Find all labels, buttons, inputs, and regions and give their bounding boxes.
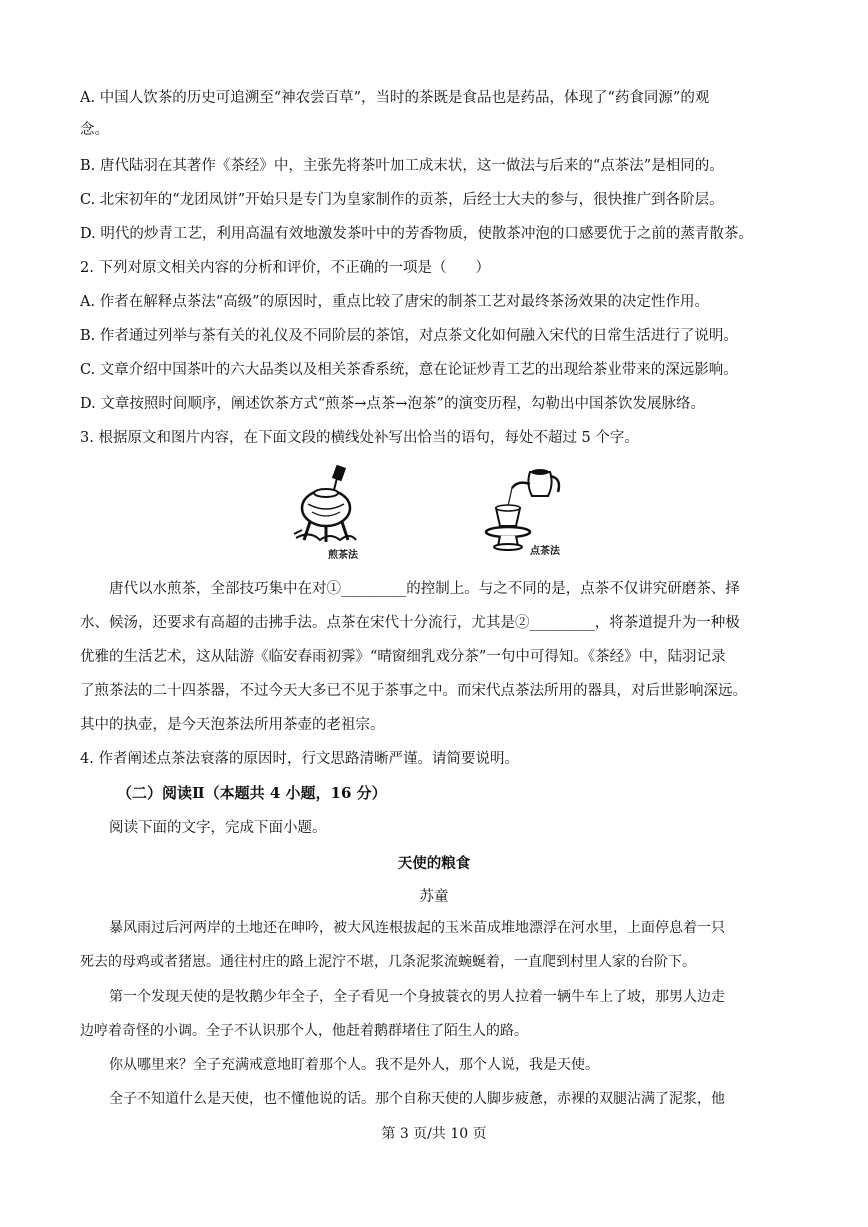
q3-passage-line2: 水、候汤，还要求有高超的击拂手法。点茶在宋代十分流行，尤其是②_________，将茶道提升为一种极 (80, 615, 740, 631)
jian-cha-illustration (290, 460, 390, 560)
dian-cha-illustration (478, 462, 588, 562)
page-footer: 第 3 页/共 10 页 (381, 1126, 487, 1142)
q3-passage-line4: 了煎茶法的二十四茶器，不过今天大多已不见于茶事之中。而宋代点茶法所用的器具，对后世影响深远。 (80, 683, 747, 699)
q1-option-c: C. 北宋初年的“龙团凤饼”开始只是专门为皇家制作的贡茶，后经士大夫的参与，很快推广到各阶层。 (80, 192, 724, 208)
q2-option-a: A. 作者在解释点茶法“高级”的原因时，重点比较了唐宋的制茶工艺对最终茶汤效果的决定性作用。 (80, 294, 710, 310)
story-paragraph-line: 暴风雨过后河两岸的土地还在呻吟，被大风连根拔起的玉米苗成堆地漂浮在河水里，上面停息着一只 (109, 920, 725, 936)
story-paragraph-line: 边哼着奇怪的小调。全子不认识那个人，他赶着鹅群堵住了陌生人的路。 (80, 1023, 528, 1039)
q2-option-b: B. 作者通过列举与茶有关的礼仪及不同阶层的茶馆，对点茶文化如何融入宋代的日常生活进行了说明。 (80, 328, 738, 344)
q3-passage-line3: 优雅的生活艺术，这从陆游《临安春雨初霁》“晴窗细乳戏分茶”一句中可得知。《茶经》中，陆羽记录 (80, 649, 726, 665)
q1-option-a-line2: 念。 (80, 122, 109, 138)
q1-option-b: B. 唐代陆羽在其著作《茶经》中，主张先将茶叶加工成末状，这一做法与后来的“点茶法”是相同的。 (80, 158, 724, 174)
q3-stem: 3. 根据原文和图片内容，在下面文段的横线处补写出恰当的语句，每处不超过 5 个字。 (80, 430, 639, 446)
q2-stem: 2. 下列对原文相关内容的分析和评价，不正确的一项是（ ） (80, 260, 490, 276)
section2-heading: （二）阅读Ⅱ（本题共 4 小题，16 分） (117, 784, 387, 802)
story-paragraph-line: 全子不知道什么是天使，也不懂他说的话。那个自称天使的人脚步疲惫，赤裸的双腿沾满了泥浆，他 (109, 1091, 725, 1107)
story-paragraph-line: 死去的母鸡或者猪崽。通往村庄的路上泥泞不堪，几条泥浆流蜿蜒着，一直爬到村里人家的台阶下。 (80, 954, 696, 970)
section2-intro: 阅读下面的文字，完成下面小题。 (109, 820, 327, 836)
jian-cha-caption: 煎茶法 (328, 550, 358, 561)
story-paragraph-line: 你从哪里来？全子充满戒意地盯着那个人。我不是外人，那个人说，我是天使。 (109, 1057, 599, 1073)
q4-stem: 4. 作者阐述点茶法衰落的原因时，行文思路清晰严谨。请简要说明。 (80, 751, 519, 767)
q2-option-d: D. 文章按照时间顺序，阐述饮茶方式“煎茶→点茶→泡茶”的演变历程，勾勒出中国茶饮发展脉络。 (80, 396, 705, 412)
story-paragraph-line: 第一个发现天使的是牧鹅少年全子，全子看见一个身披蓑衣的男人拉着一辆牛车上了坡，那男人边走 (109, 989, 725, 1005)
q1-option-d: D. 明代的炒青工艺，利用高温有效地激发茶叶中的芳香物质，使散茶冲泡的口感要优于之前的蒸青散茶。 (80, 226, 753, 242)
story-author: 苏童 (419, 889, 449, 905)
story-title: 天使的粮食 (397, 855, 471, 872)
q3-passage-line5: 其中的执壶，是今天泡茶法所用茶壶的老祖宗。 (80, 717, 385, 733)
q2-option-c: C. 文章介绍中国茶叶的六大品类以及相关茶香系统，意在论证炒青工艺的出现给茶业带来的深远影响。 (80, 362, 738, 378)
q1-option-a-line1: A. 中国人饮茶的历史可追溯至“神农尝百草”，当时的茶既是食品也是药品，体现了“药食同源”的观 (80, 90, 710, 106)
q3-passage-line1: 唐代以水煎茶，全部技巧集中在对①_________的控制上。与之不同的是，点茶不仅讲究研磨茶、择 (109, 581, 740, 597)
brazier-pot-icon (290, 460, 390, 560)
dian-cha-caption: 点茶法 (530, 546, 560, 557)
